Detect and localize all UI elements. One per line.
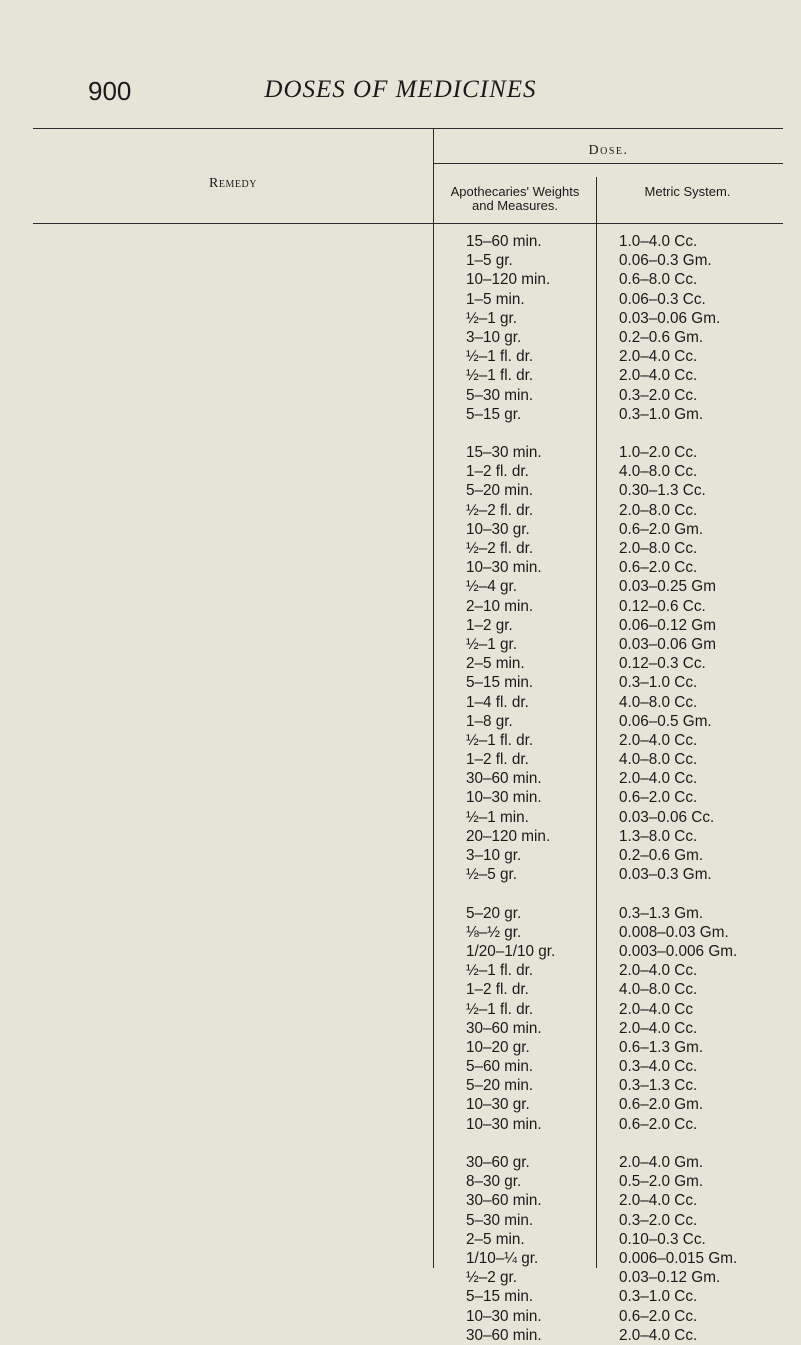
metric-dose-cell: 4.0–8.0 Cc. <box>619 463 698 481</box>
metric-dose-cell: 0.06–0.3 Gm. <box>619 252 712 270</box>
metric-dose-cell: 0.6–2.0 Cc. <box>619 1115 698 1133</box>
metric-dose-cell: 0.3–1.3 Gm. <box>619 904 704 922</box>
apothecaries-dose-cell: ½–1 fl. dr. <box>466 367 534 385</box>
apothecaries-dose-cell: 10–30 min. <box>466 1115 542 1133</box>
apothecaries-dose-cell: ½–5 gr. <box>466 866 518 884</box>
apothecaries-dose-cell: 2–5 min. <box>466 1230 525 1248</box>
apothecaries-dose-cell: ½–2 gr. <box>466 1269 518 1287</box>
metric-dose-cell: 4.0–8.0 Cc. <box>619 981 698 999</box>
metric-dose-cell: 0.06–0.5 Gm. <box>619 712 712 730</box>
table-row <box>0 1287 801 1306</box>
apothecaries-dose-cell: 1–4 fl. dr. <box>466 693 529 711</box>
apothecaries-dose-cell: 5–15 gr. <box>466 405 522 423</box>
apothecaries-dose-cell: 8–30 gr. <box>466 1173 522 1191</box>
dose-underline-rule <box>434 163 783 164</box>
table-row <box>0 347 801 366</box>
table-row <box>0 328 801 347</box>
apothecaries-dose-cell: 10–30 gr. <box>466 520 530 538</box>
metric-dose-cell: 0.06–0.3 Cc. <box>619 290 706 308</box>
apothecaries-dose-cell: 30–60 min. <box>466 1326 542 1344</box>
metric-dose-cell: 0.3–2.0 Cc. <box>619 1211 698 1229</box>
table-row <box>0 1307 801 1326</box>
apothecaries-dose-cell: 30–60 gr. <box>466 1154 530 1171</box>
table-row <box>0 1057 801 1076</box>
table-row <box>0 1268 801 1287</box>
table-row <box>0 520 801 539</box>
metric-dose-cell: 0.5–2.0 Gm. <box>619 1173 704 1191</box>
table-row <box>0 597 801 616</box>
table-row <box>0 865 801 884</box>
metric-header: Metric System. <box>644 184 731 199</box>
table-row <box>0 1153 801 1172</box>
table-row <box>0 961 801 980</box>
apothecaries-dose-cell: ½–1 gr. <box>466 635 518 653</box>
metric-dose-cell: 2.0–4.0 Cc. <box>619 367 698 385</box>
metric-dose-cell: 2.0–4.0 Cc. <box>619 770 698 788</box>
metric-dose-cell: 0.03–0.06 Gm <box>619 635 716 653</box>
metric-dose-cell: 1.0–4.0 Cc. <box>619 233 698 250</box>
metric-dose-cell: 1.0–2.0 Cc. <box>619 444 698 462</box>
metric-dose-cell: 0.6–2.0 Gm. <box>619 1096 704 1114</box>
table-row <box>0 788 801 807</box>
metric-dose-cell: 0.3–4.0 Cc. <box>619 1058 698 1076</box>
metric-dose-cell: 2.0–4.0 Cc. <box>619 1019 698 1037</box>
page-number: 900 <box>88 76 132 106</box>
apothecaries-dose-cell: ⅛–½ gr. <box>466 923 522 941</box>
apothecaries-dose-cell: 15–60 min. <box>466 233 542 250</box>
apothecaries-dose-cell: 10–20 gr. <box>466 1038 530 1056</box>
table-row <box>0 846 801 865</box>
apothecaries-dose-cell: 3–10 gr. <box>466 328 522 346</box>
apothecaries-dose-cell: 1/20–1/10 gr. <box>466 942 556 960</box>
apothecaries-dose-cell: 30–60 min. <box>466 1019 542 1037</box>
metric-dose-cell: 0.6–2.0 Gm. <box>619 520 704 538</box>
metric-dose-cell: 0.2–0.6 Gm. <box>619 328 704 346</box>
apothecaries-dose-cell: 1–5 min. <box>466 290 525 308</box>
table-row <box>0 1115 801 1134</box>
metric-dose-cell: 1.3–8.0 Cc. <box>619 827 698 845</box>
dose-table-body <box>0 232 801 1345</box>
table-row <box>0 1172 801 1191</box>
table-row <box>0 501 801 520</box>
table-row <box>0 232 801 251</box>
apothecaries-dose-cell: 5–20 gr. <box>466 904 522 922</box>
table-row <box>0 366 801 385</box>
metric-dose-cell: 0.3–1.0 Cc. <box>619 1288 698 1306</box>
table-row <box>0 673 801 692</box>
metric-dose-cell: 0.10–0.3 Cc. <box>619 1230 706 1248</box>
metric-dose-cell: 0.3–1.0 Gm. <box>619 405 704 423</box>
table-row <box>0 654 801 673</box>
apothecaries-dose-cell: ½–1 fl. dr. <box>466 1000 534 1018</box>
apothecaries-dose-cell: 30–60 min. <box>466 1192 542 1210</box>
metric-dose-cell: 2.0–8.0 Cc. <box>619 501 698 519</box>
apothecaries-dose-cell: 15–30 min. <box>466 444 542 462</box>
metric-dose-cell: 0.6–2.0 Cc. <box>619 789 698 807</box>
apothecaries-dose-cell: 1–5 gr. <box>466 252 513 270</box>
metric-dose-cell: 4.0–8.0 Cc. <box>619 751 698 769</box>
metric-dose-cell: 0.6–8.0 Cc. <box>619 271 698 289</box>
apothecaries-dose-cell: 10–30 min. <box>466 1307 542 1325</box>
table-row <box>0 712 801 731</box>
apothecaries-dose-cell: 1–2 fl. dr. <box>466 751 529 769</box>
table-row <box>0 251 801 270</box>
metric-dose-cell: 0.2–0.6 Gm. <box>619 847 704 864</box>
table-row <box>0 904 801 923</box>
apothecaries-dose-cell: ½–1 fl. dr. <box>466 348 534 366</box>
apothecaries-dose-cell: 10–120 min. <box>466 271 551 289</box>
table-row <box>0 980 801 999</box>
metric-dose-cell: 0.03–0.12 Gm. <box>619 1269 721 1287</box>
apothecaries-dose-cell: ½–1 min. <box>466 808 529 826</box>
table-row <box>0 309 801 328</box>
table-row <box>0 635 801 654</box>
table-row <box>0 1326 801 1345</box>
header-bottom-rule <box>33 223 783 224</box>
table-row <box>0 1076 801 1095</box>
apothecaries-dose-cell: 10–30 min. <box>466 559 542 577</box>
page-header <box>0 76 801 116</box>
apothecaries-dose-cell: ½–1 fl. dr. <box>466 962 534 980</box>
metric-dose-cell: 0.3–1.0 Cc. <box>619 674 698 692</box>
apothecaries-dose-cell: 1–8 gr. <box>466 712 513 730</box>
metric-dose-cell: 2.0–4.0 Cc. <box>619 731 698 749</box>
apothecaries-dose-cell: 20–120 min. <box>466 827 551 845</box>
table-row <box>0 424 801 443</box>
apothecaries-dose-cell: ½–2 fl. dr. <box>466 501 534 519</box>
apothecaries-dose-cell: 10–30 min. <box>466 789 542 807</box>
table-row <box>0 577 801 596</box>
table-row <box>0 827 801 846</box>
table-row <box>0 539 801 558</box>
metric-dose-cell: 2.0–4.0 Cc. <box>619 1192 698 1210</box>
apothecaries-dose-cell: 5–20 min. <box>466 482 534 500</box>
apothecaries-dose-cell: ½–1 fl. dr. <box>466 731 534 749</box>
metric-dose-cell: 0.03–0.06 Cc. <box>619 808 715 826</box>
apothecaries-dose-cell: 5–15 min. <box>466 674 534 692</box>
metric-dose-cell: 0.6–1.3 Gm. <box>619 1038 704 1056</box>
table-row <box>0 1038 801 1057</box>
table-row <box>0 1211 801 1230</box>
metric-dose-cell: 2.0–4.0 Cc. <box>619 348 698 366</box>
table-row <box>0 731 801 750</box>
remedy-header: Remedy <box>209 176 257 191</box>
apothecaries-dose-cell: 2–5 min. <box>466 655 525 673</box>
table-row <box>0 1230 801 1249</box>
apothecaries-dose-cell: 30–60 min. <box>466 770 542 788</box>
metric-dose-cell: 0.12–0.6 Cc. <box>619 597 706 615</box>
metric-dose-cell: 0.6–2.0 Cc. <box>619 1307 698 1325</box>
table-row <box>0 462 801 481</box>
table-row <box>0 1191 801 1210</box>
apothecaries-dose-cell: 1–2 fl. dr. <box>466 981 529 999</box>
metric-dose-cell: 2.0–4.0 Gm. <box>619 1154 704 1171</box>
table-row <box>0 769 801 788</box>
table-row <box>0 923 801 942</box>
apothecaries-dose-cell: ½–1 gr. <box>466 309 518 327</box>
apothecaries-dose-cell: 5–60 min. <box>466 1058 534 1076</box>
apothecaries-dose-cell: 10–30 gr. <box>466 1096 530 1114</box>
dose-header: Dose. <box>588 143 629 158</box>
table-row <box>0 616 801 635</box>
metric-dose-cell: 0.6–2.0 Cc. <box>619 559 698 577</box>
table-row <box>0 1134 801 1153</box>
table-row <box>0 1095 801 1114</box>
apothecaries-dose-cell: ½–2 fl. dr. <box>466 540 534 557</box>
header-top-rule <box>33 128 783 129</box>
apothecaries-dose-cell: 1–2 gr. <box>466 616 513 634</box>
metric-dose-cell: 0.03–0.06 Gm. <box>619 309 721 327</box>
metric-dose-cell: 4.0–8.0 Cc. <box>619 693 698 711</box>
metric-dose-cell: 0.3–2.0 Cc. <box>619 386 698 404</box>
metric-dose-cell: 2.0–8.0 Cc. <box>619 540 698 557</box>
apothecaries-dose-cell: 1/10–¼ gr. <box>466 1249 539 1267</box>
metric-dose-cell: 0.12–0.3 Cc. <box>619 655 706 673</box>
apothecaries-dose-cell: 1–2 fl. dr. <box>466 463 529 481</box>
metric-dose-cell: 0.008–0.03 Gm. <box>619 923 729 941</box>
table-row <box>0 1019 801 1038</box>
apothecaries-dose-cell: 5–30 min. <box>466 1211 534 1229</box>
metric-dose-cell: 0.03–0.25 Gm <box>619 578 716 596</box>
metric-dose-cell: 0.003–0.006 Gm. <box>619 942 738 960</box>
table-row <box>0 443 801 462</box>
apothecaries-dose-cell: 5–15 min. <box>466 1288 534 1306</box>
table-row <box>0 1249 801 1268</box>
metric-dose-cell: 0.30–1.3 Cc. <box>619 482 706 500</box>
metric-dose-cell: 0.3–1.3 Cc. <box>619 1077 698 1095</box>
table-row <box>0 750 801 769</box>
metric-dose-cell: 2.0–4.0 Cc. <box>619 1326 698 1344</box>
table-row <box>0 1000 801 1019</box>
apothecaries-header: Apothecaries' Weights and Measures. <box>450 184 580 213</box>
running-title: DOSES OF MEDICINES <box>264 76 537 103</box>
table-row <box>0 481 801 500</box>
table-row <box>0 290 801 309</box>
table-row <box>0 808 801 827</box>
table-row <box>0 386 801 405</box>
apothecaries-dose-cell: 2–10 min. <box>466 597 534 615</box>
apothecaries-dose-cell: 5–20 min. <box>466 1077 534 1095</box>
apothecaries-dose-cell: 5–30 min. <box>466 386 534 404</box>
metric-dose-cell: 0.06–0.12 Gm <box>619 616 716 634</box>
table-row <box>0 942 801 961</box>
table-row <box>0 693 801 712</box>
metric-dose-cell: 2.0–4.0 Cc <box>619 1000 693 1018</box>
apothecaries-dose-cell: ½–4 gr. <box>466 578 518 596</box>
table-row <box>0 884 801 903</box>
table-row <box>0 405 801 424</box>
apothecaries-dose-cell: 3–10 gr. <box>466 847 522 864</box>
table-row <box>0 558 801 577</box>
metric-dose-cell: 2.0–4.0 Cc. <box>619 962 698 980</box>
metric-dose-cell: 0.006–0.015 Gm. <box>619 1249 738 1267</box>
metric-dose-cell: 0.03–0.3 Gm. <box>619 866 712 884</box>
table-row <box>0 270 801 289</box>
